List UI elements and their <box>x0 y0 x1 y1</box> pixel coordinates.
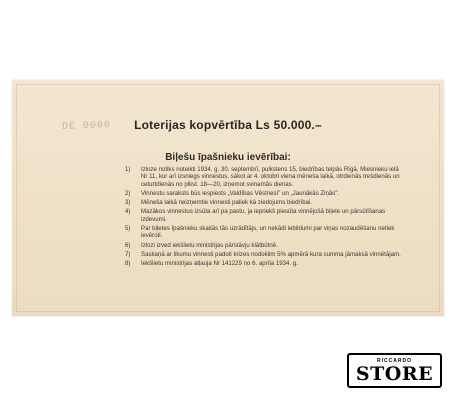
rule-item <box>125 190 401 197</box>
rule-text: Izlozi izved iekšlietu ministrijas pārstāvju klātbūtnē. <box>141 241 278 249</box>
rule-item <box>125 242 401 249</box>
store-logo-main-text: STORE <box>355 363 434 385</box>
rule-number: 5) <box>125 225 131 233</box>
rule-text: Saskaņā ar likumu vinnesti padoti krizes nodoklim 5% apmērā kura summa jāmaksā vinnētājam. <box>141 250 401 258</box>
rule-item <box>125 208 401 223</box>
rule-number: 2) <box>125 190 131 198</box>
rule-number: 1) <box>125 166 131 173</box>
rule-item <box>125 260 401 267</box>
rule-text: Mēneša laikā neizņemtie vinnesti paliek kā ziedojums biedrībai. <box>141 199 313 207</box>
rule-item <box>125 166 401 188</box>
rule-number: 8) <box>125 260 131 268</box>
lottery-ticket-back <box>12 80 444 316</box>
rule-number: 4) <box>125 208 131 216</box>
rule-text: Iekšlietu ministrijas atļauja Nr 141229 no 6. aprīļa 1934. g. <box>141 260 298 268</box>
rule-number: 6) <box>125 241 131 249</box>
lottery-total-value-title: Loterijas kopvērtība Ls 50.000.– <box>134 118 322 132</box>
rule-text: Vinnestu saraksts būs iespiests „Valdības Vēstnesī" un „Jaunākās Ziņās". <box>141 190 340 198</box>
rule-number: 3) <box>125 199 131 207</box>
store-logo-top-text: RICCARDO <box>377 358 412 364</box>
rule-text: Par biļetes īpašnieku skaitās tās uzrādītājs, un nekādi iebildumi par viņas nozaudēšanu netiek ievēroti. <box>141 225 395 240</box>
rule-number: 7) <box>125 250 131 258</box>
rules-list <box>125 166 401 269</box>
rule-item <box>125 199 401 206</box>
rule-text: Mazākos vinnestus izsūta arī pa pastu, ja iepriekš piesūta vinnējošā biļete un pārsūtīšanas izdevumi. <box>141 208 386 223</box>
store-logo <box>347 353 442 388</box>
rule-text: Izloze notiks noteikti 1934. g. 30. septembrī, pulkstens 15, biedrības telpās Rīgā, Miesnieku ielā Nr 11, kur arī izsniegs vinnestus, sākot ar 4. oktobri viena mēneša laikā, otrdienās trešdienās un ceturtdienās no plkst. 18—20, izņemot svinamās dienas. <box>141 166 400 188</box>
faded-stamp: DE 0000 <box>61 120 112 133</box>
rule-item <box>125 225 401 240</box>
ticket-holders-notice-heading: Biļešu īpašnieku ievērībai: <box>165 152 291 163</box>
rule-item <box>125 251 401 258</box>
